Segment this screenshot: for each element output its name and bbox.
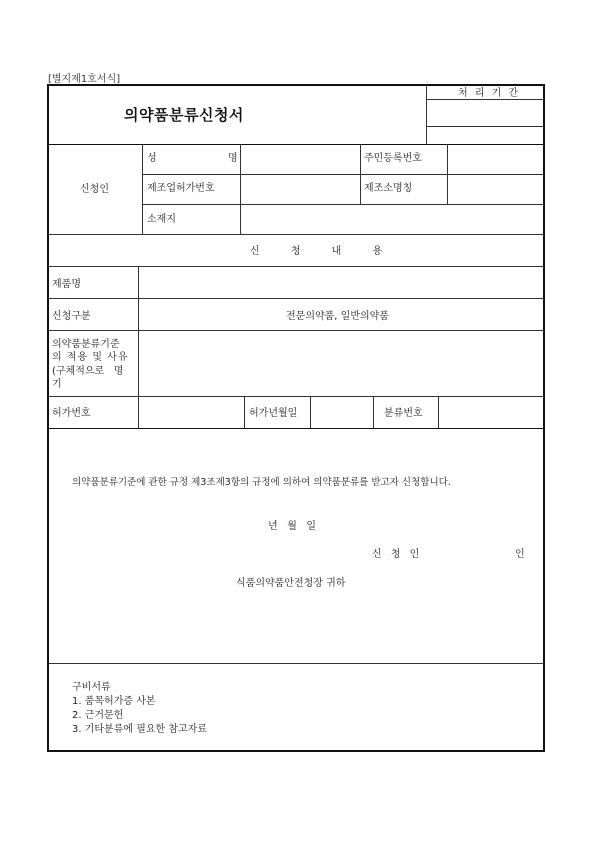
permit-no-label: 허가번호 [52, 408, 91, 419]
seal-label: 인 [515, 549, 525, 560]
divider-content-label [138, 266, 139, 428]
name-label-right: 명 [228, 153, 238, 164]
divider-applicant-1 [142, 174, 544, 175]
class-no-label: 분류번호 [384, 408, 423, 419]
criteria-label-line-1: 의약품분류기준 [52, 339, 120, 350]
resident-no-label: 주민등록번호 [364, 153, 422, 164]
processing-period-label: 처 리 기 간 [458, 88, 521, 99]
address-field[interactable] [242, 206, 543, 233]
name-field[interactable] [242, 146, 359, 173]
documents-item-2: 2. 근거문헌 [72, 710, 124, 721]
license-no-field[interactable] [242, 176, 359, 203]
permit-date-label: 허가년월일 [249, 408, 298, 419]
divider-permit-3 [373, 396, 374, 428]
divider-product-bottom [49, 298, 544, 299]
divider-title-bottom [49, 144, 544, 145]
divider-processing-2 [427, 126, 544, 127]
product-name-field[interactable] [140, 268, 543, 297]
license-no-label: 제조업허가번호 [147, 183, 215, 194]
applicant-signature-field[interactable] [430, 545, 510, 563]
product-name-label: 제품명 [52, 279, 81, 290]
company-field[interactable] [449, 176, 543, 203]
divider-documents-top [49, 663, 544, 664]
divider-applicant-label [142, 144, 143, 234]
permit-date-field[interactable] [312, 398, 372, 427]
address-label: 소재지 [147, 214, 176, 225]
documents-item-3: 3. 기타분류에 필요한 참고자료 [72, 724, 207, 735]
permit-no-field[interactable] [140, 398, 243, 427]
criteria-label-line-4: 기 [52, 379, 62, 390]
form-number-label: [별지제1호서식] [48, 74, 121, 85]
applicant-section-label: 신청인 [80, 184, 109, 195]
divider-category-bottom [49, 330, 544, 331]
divider-applicant-field [240, 144, 241, 234]
divider-permit-bottom [49, 428, 544, 429]
category-label: 신청구분 [52, 311, 91, 322]
resident-no-field[interactable] [449, 146, 543, 173]
category-value[interactable]: 전문의약품, 일반의약품 [286, 311, 389, 322]
declaration-text: 의약품분류기준에 관한 규정 제3조제3항의 규정에 의하여 의약품분류를 받고자 신청합니다. [72, 477, 451, 488]
divider-processing-left [426, 85, 427, 144]
documents-heading: 구비서류 [72, 682, 111, 693]
divider-applicant-bottom [49, 234, 544, 235]
applicant-signature-label: 신 청 인 [372, 549, 423, 560]
criteria-label-line-2: 의 적용 및 사유 [52, 352, 129, 363]
form-title: 의약품분류신청서 [124, 106, 244, 124]
name-label-left: 성 [147, 153, 157, 164]
company-label: 제조소명칭 [364, 183, 413, 194]
addressee-text: 식품의약품안전청장 귀하 [236, 578, 346, 589]
processing-period-field[interactable] [428, 100, 543, 125]
date-line[interactable]: 년 월 일 [268, 521, 317, 532]
divider-permit-4 [438, 396, 439, 428]
divider-criteria-bottom [49, 396, 544, 397]
divider-applicant-2 [142, 204, 544, 205]
divider-permit-2 [310, 396, 311, 428]
content-header: 신 청 내 용 [250, 246, 397, 257]
divider-permit-1 [244, 396, 245, 428]
criteria-field[interactable] [140, 332, 543, 395]
divider-applicant-right [447, 144, 448, 204]
class-no-field[interactable] [440, 398, 543, 427]
divider-applicant-mid [360, 144, 361, 204]
documents-item-1: 1. 품목허가증 사본 [72, 696, 156, 707]
divider-content-header-bottom [49, 266, 544, 267]
criteria-label-line-3: (구체적으로 명 [52, 366, 124, 377]
